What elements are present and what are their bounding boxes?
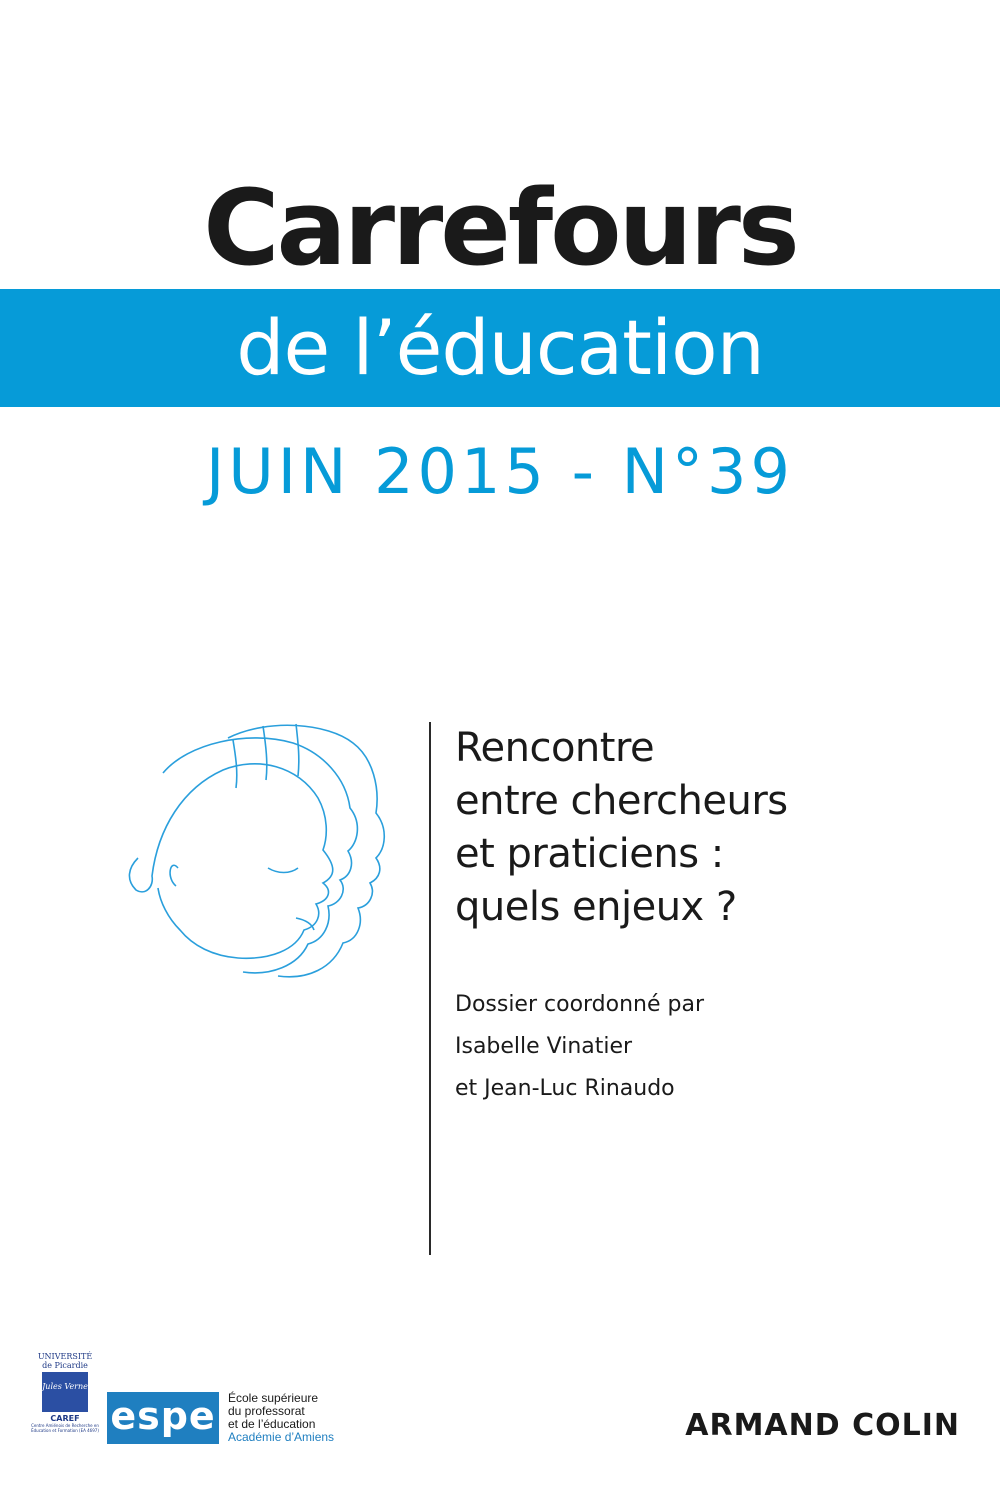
university-region-line: de Picardie [42,1361,88,1370]
dossier-title-line: et praticiens : [455,831,724,877]
coordination-line: Isabelle Vinatier [455,1034,633,1059]
face-front-mouth [296,918,314,930]
dossier-title-line: quels enjeux ? [455,884,737,930]
face-front-outline [129,764,332,958]
face-middle-outline [163,738,357,973]
university-name-line: UNIVERSITÉ [37,1352,93,1361]
dossier-title [455,722,975,934]
caref-label: CAREF [50,1414,80,1423]
coordination-line: Dossier coordonné par [455,992,705,1017]
espe-description [228,1392,358,1444]
face-back-ridge [233,724,299,788]
espe-line: et de l’éducation [228,1417,316,1431]
espe-line: École supérieure [228,1391,319,1405]
journal-title: Carrefours [203,167,797,289]
faces-illustration [118,718,398,988]
dossier-title-line: entre chercheurs [455,778,788,824]
subtitle-band [0,289,1000,407]
issue-date-number: JUIN 2015 - N°39 [206,435,794,508]
espe-line: du professorat [228,1404,305,1418]
dossier-title-line: Rencontre [455,725,655,771]
university-signature-block [42,1372,88,1412]
dossier-coordinators [455,984,955,1110]
vertical-divider [429,722,431,1255]
caref-description: Centre Amiénois de Recherche en Éducation et Formation (EA 4697) [31,1423,99,1433]
face-front-ear [170,865,178,886]
face-front-eye [268,868,298,873]
espe-academy: Académie d’Amiens [228,1430,335,1444]
coordination-line: et Jean-Luc Rinaudo [455,1076,675,1101]
espe-logo: espe [107,1392,219,1444]
university-signature: Jules Verne [42,1382,88,1391]
publisher-name: ARMAND COLIN [685,1408,960,1443]
university-picardie-logo [30,1352,100,1437]
journal-subtitle: de l’éducation [236,303,764,392]
